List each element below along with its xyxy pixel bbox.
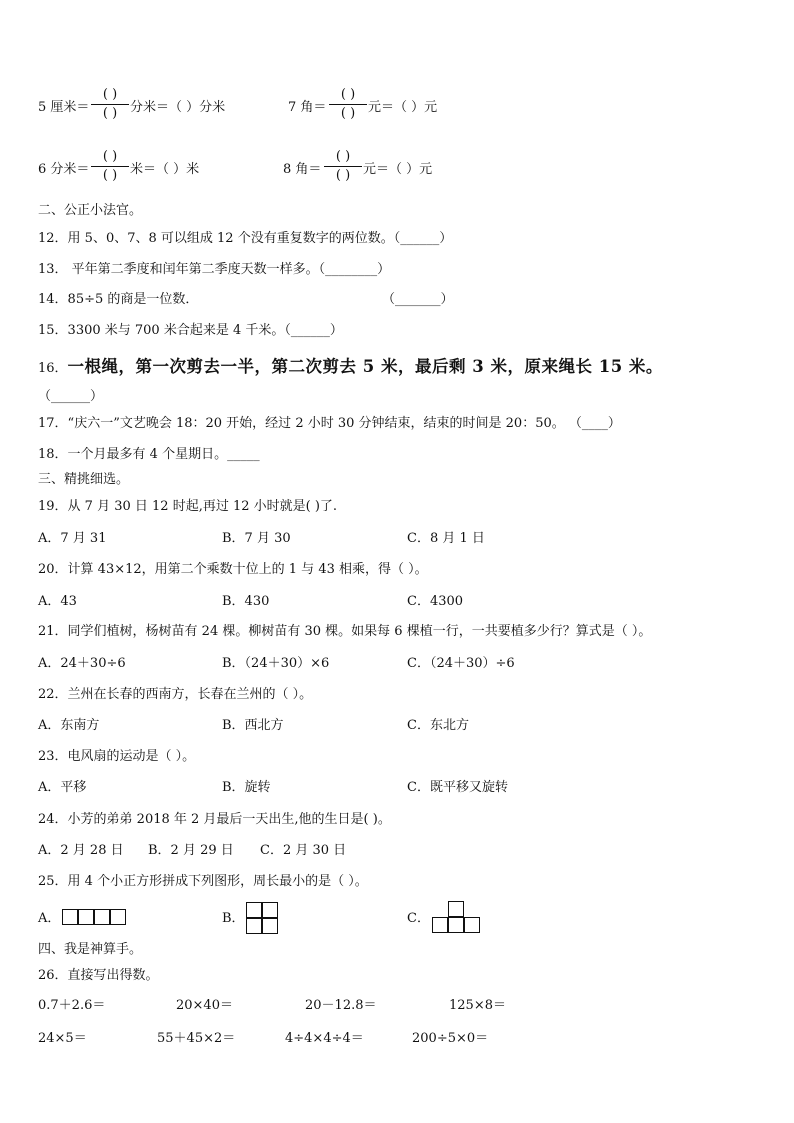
question-21: 21．同学们植树，杨树苗有 24 棵。柳树苗有 30 棵。如果每 6 棵植一行，一共要植多少行？算式是（ ）。: [38, 624, 652, 639]
option-a[interactable]: A．2 月 28 日: [38, 843, 124, 858]
option-a[interactable]: A．7 月 31: [38, 531, 107, 546]
numerator-blank[interactable]: ( ): [91, 148, 129, 167]
denominator-blank[interactable]: ( ): [102, 168, 118, 183]
option-b[interactable]: B．（24＋30）×6: [222, 656, 330, 671]
option-b[interactable]: B．: [222, 911, 245, 926]
option-b[interactable]: B．2 月 29 日: [148, 843, 234, 858]
question-20: 20．计算 43×12，用第二个乘数十位上的 1 与 43 相乘，得（ ）。: [38, 562, 428, 577]
option-c[interactable]: C．2 月 30 日: [260, 843, 347, 858]
conv-r1a-prefix: 5 厘米＝: [38, 100, 90, 115]
section-heading: 二、公正小法官。: [38, 203, 143, 218]
conv-r2a-prefix: 6 分米＝: [38, 162, 90, 177]
option-b[interactable]: B．西北方: [222, 718, 284, 733]
denominator-blank[interactable]: ( ): [340, 106, 356, 121]
question-23: 23．电风扇的运动是（ ）。: [38, 749, 196, 764]
conv-r1a-suffix: 分米＝（ ）分米: [130, 100, 226, 115]
answer-blank[interactable]: （_______）: [382, 292, 454, 307]
option-a[interactable]: A．43: [38, 594, 77, 609]
option-c[interactable]: C．东北方: [407, 718, 469, 733]
section-heading: 三、精挑细选。: [38, 472, 130, 487]
option-a[interactable]: A．东南方: [38, 718, 100, 733]
option-a[interactable]: A．24＋30÷6: [38, 656, 126, 671]
option-c[interactable]: C．: [407, 911, 430, 926]
question-14: 14．85÷5 的商是一位数．: [38, 292, 199, 307]
calc-item: 4÷4×4÷4＝: [285, 1031, 364, 1046]
calc-item: 0.7＋2.6＝: [38, 998, 106, 1013]
numerator-blank[interactable]: ( ): [91, 86, 129, 105]
fraction-blank[interactable]: [324, 148, 362, 185]
question-16: [38, 359, 663, 377]
conv-r2b-prefix: 8 角＝: [283, 162, 322, 177]
question-26: 26．直接写出得数。: [38, 968, 159, 983]
option-a[interactable]: A．平移: [38, 780, 87, 795]
conv-r1b-suffix: 元＝（ ）元: [368, 100, 438, 115]
calc-item: 20×40＝: [176, 998, 233, 1013]
fraction-blank[interactable]: [329, 86, 367, 123]
section-heading: 四、我是神算手。: [38, 942, 143, 957]
option-b[interactable]: B．旋转: [222, 780, 271, 795]
denominator-blank[interactable]: ( ): [335, 168, 351, 183]
question-22: 22．兰州在长春的西南方，长春在兰州的（ ）。: [38, 687, 313, 702]
question-12: 12．用 5、0、7、8 可以组成 12 个没有重复数字的两位数。（______）: [38, 231, 453, 246]
denominator-blank[interactable]: ( ): [102, 106, 118, 121]
conv-r2b-suffix: 元＝（ ）元: [363, 162, 433, 177]
answer-blank[interactable]: （______）: [38, 389, 104, 404]
question-15: 15．3300 米与 700 米合起来是 4 千米。（______）: [38, 323, 343, 338]
calc-item: 55＋45×2＝: [157, 1031, 236, 1046]
question-19: 19．从 7 月 30 日 12 时起,再过 12 小时就是( )了.: [38, 499, 338, 514]
fraction-blank[interactable]: [91, 86, 129, 123]
calc-item: 200÷5×0＝: [412, 1031, 489, 1046]
option-b[interactable]: B．430: [222, 594, 270, 609]
option-a[interactable]: A．: [38, 911, 61, 926]
question-24: 24．小芳的弟弟 2018 年 2 月最后一天出生,他的生日是( )。: [38, 812, 391, 827]
question-25: 25．用 4 个小正方形拼成下列图形，周长最小的是（ ）。: [38, 874, 368, 889]
calc-item: 125×8＝: [449, 998, 506, 1013]
question-18: 18．一个月最多有 4 个星期日。_____: [38, 447, 260, 462]
option-c[interactable]: C．8 月 1 日: [407, 531, 485, 546]
question-13: 13． 平年第二季度和闰年第二季度天数一样多。（________）: [38, 262, 391, 277]
question-17: 17．“庆六一”文艺晚会 18：20 开始，经过 2 小时 30 分钟结束，结束的时间是 20：50。 （____）: [38, 416, 621, 431]
calc-item: 24×5＝: [38, 1031, 87, 1046]
conv-r1b-prefix: 7 角＝: [288, 100, 327, 115]
calc-item: 20－12.8＝: [305, 998, 377, 1013]
option-c[interactable]: C．（24＋30）÷6: [407, 656, 515, 671]
fraction-blank[interactable]: [91, 148, 129, 185]
numerator-blank[interactable]: ( ): [329, 86, 367, 105]
option-b[interactable]: B．7 月 30: [222, 531, 291, 546]
conv-r2a-suffix: 米＝（ ）米: [130, 162, 200, 177]
question-16-text: 一根绳，第一次剪去一半，第二次剪去 5 米，最后剩 3 米，原来绳长 15 米。: [67, 357, 663, 376]
option-c[interactable]: C．既平移又旋转: [407, 780, 508, 795]
option-c[interactable]: C．4300: [407, 594, 464, 609]
question-number: 16．: [38, 361, 68, 376]
numerator-blank[interactable]: ( ): [324, 148, 362, 167]
